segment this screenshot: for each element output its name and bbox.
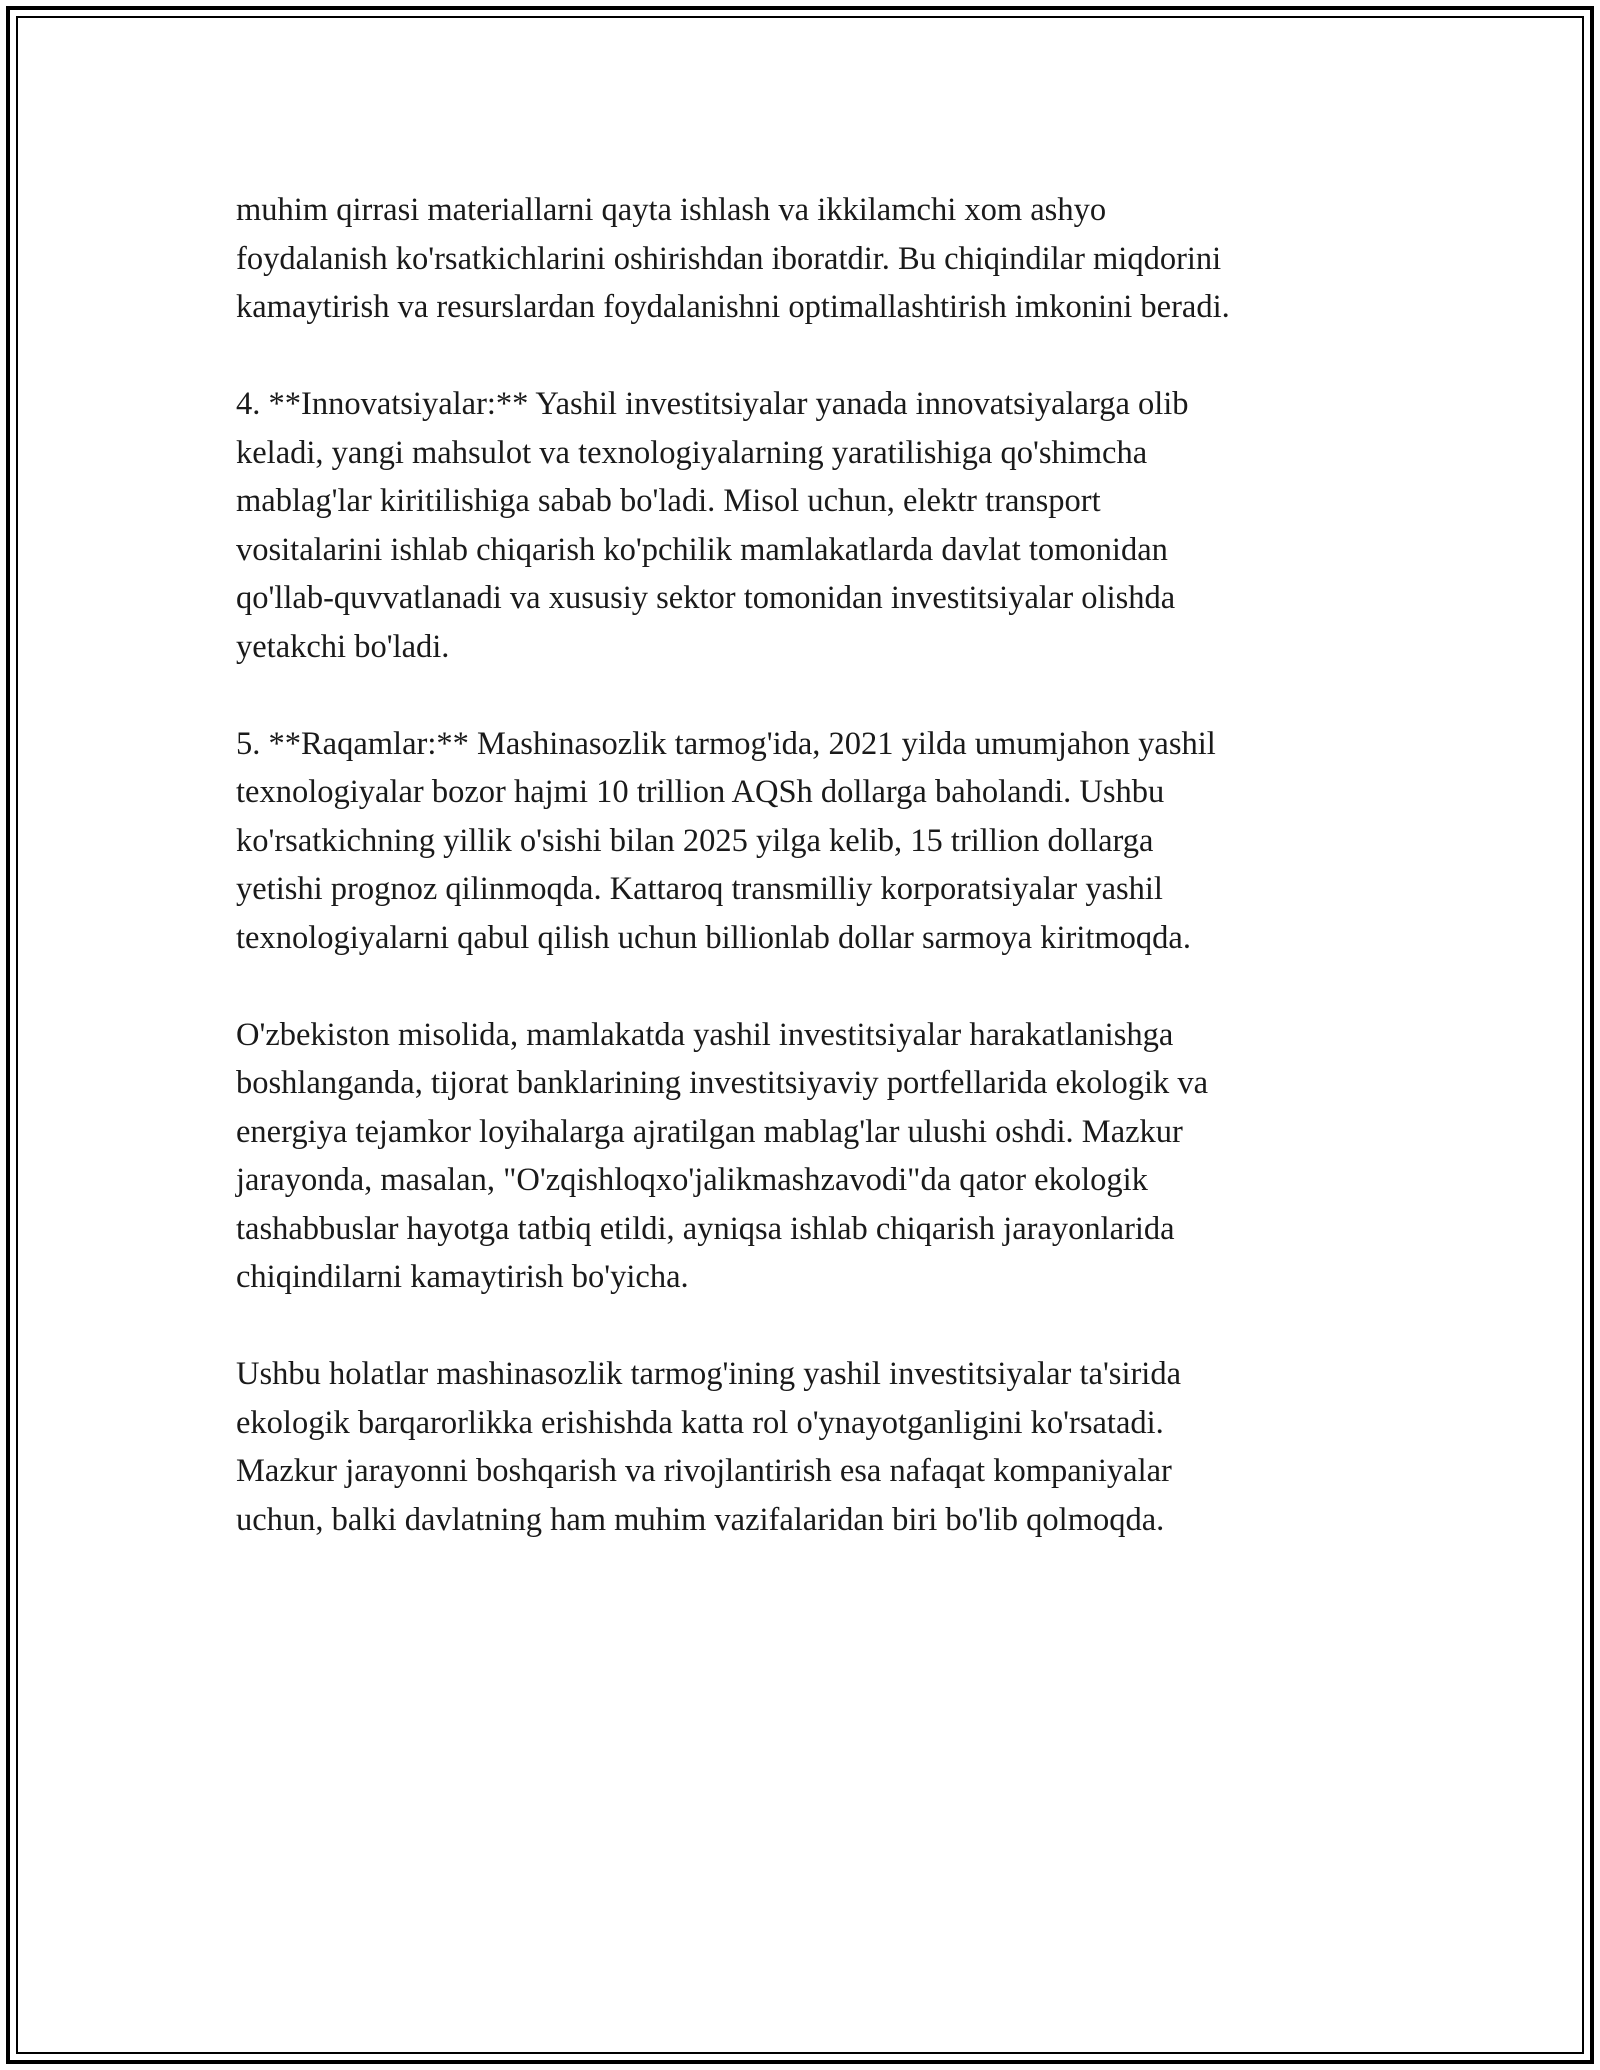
- paragraph-uzbekistan: [236, 1011, 1416, 1302]
- text-line: mablag'lar kiritilishiga sabab bo'ladi. Misol uchun, elektr transport: [236, 483, 1101, 519]
- text-line: tashabbuslar hayotga tatbiq etildi, ayniqsa ishlab chiqarish jarayonlarida: [236, 1210, 1175, 1247]
- paragraph-continuation: [236, 186, 1416, 332]
- paragraph-figures: [236, 720, 1416, 963]
- text-line: keladi, yangi mahsulot va texnologiyalarning yaratilishiga qo'shimcha: [236, 434, 1148, 471]
- document-body: [236, 186, 1416, 1593]
- text-line: energiya tejamkor loyihalarga ajratilgan mablag'lar ulushi oshdi. Mazkur: [236, 1113, 1183, 1150]
- text-line: texnologiyalarni qabul qilish uchun billionlab dollar sarmoya kiritmoqda.: [236, 919, 1191, 956]
- text-line: yetishi prognoz qilinmoqda. Kattaroq transmilliy korporatsiyalar yashil: [236, 871, 1163, 907]
- text-line: texnologiyalar bozor hajmi 10 trillion AQSh dollarga baholandi. Ushbu: [236, 774, 1165, 810]
- text-line: Mazkur jarayonni boshqarish va rivojlantirish esa nafaqat kompaniyalar: [236, 1453, 1172, 1489]
- text-line: Ushbu holatlar mashinasozlik tarmog'ining yashil investitsiyalar ta'sirida: [236, 1356, 1182, 1392]
- text-line: qo'llab-quvvatlanadi va xususiy sektor tomonidan investitsiyalar olishda: [236, 580, 1176, 616]
- text-line: 5. **Raqamlar:** Mashinasozlik tarmog'ida, 2021 yilda umumjahon yashil: [236, 725, 1216, 762]
- text-line: uchun, balki davlatning ham muhim vazifalaridan biri bo'lib qolmoqda.: [236, 1501, 1165, 1538]
- text-line: yetakchi bo'ladi.: [236, 628, 450, 665]
- text-line: chiqindilarni kamaytirish bo'yicha.: [236, 1259, 689, 1295]
- paragraph-conclusion: [236, 1350, 1416, 1544]
- text-line: ko'rsatkichning yillik o'sishi bilan 2025 yilga kelib, 15 trillion dollarga: [236, 822, 1154, 859]
- text-line: 4. **Innovatsiyalar:** Yashil investitsiyalar yanada innovatsiyalarga olib: [236, 386, 1189, 422]
- text-line: jarayonda, masalan, "O'zqishloqxo'jalikmashzavodi"da qator ekologik: [236, 1162, 1148, 1198]
- text-line: foydalanish ko'rsatkichlarini oshirishdan iboratdir. Bu chiqindilar miqdorini: [236, 240, 1222, 277]
- text-line: O'zbekiston misolida, mamlakatda yashil investitsiyalar harakatlanishga: [236, 1016, 1174, 1053]
- text-line: boshlanganda, tijorat banklarining investitsiyaviy portfellarida ekologik va: [236, 1065, 1209, 1101]
- text-line: muhim qirrasi materiallarni qayta ishlash va ikkilamchi xom ashyo: [236, 192, 1107, 228]
- paragraph-innovations: [236, 380, 1416, 671]
- text-line: vositalarini ishlab chiqarish ko'pchilik mamlakatlarda davlat tomonidan: [236, 531, 1168, 568]
- text-line: kamaytirish va resurslardan foydalanishni optimallashtirish imkonini beradi.: [236, 289, 1230, 325]
- text-line: ekologik barqarorlikka erishishda katta rol o'ynayotganligini ko'rsatadi.: [236, 1404, 1164, 1441]
